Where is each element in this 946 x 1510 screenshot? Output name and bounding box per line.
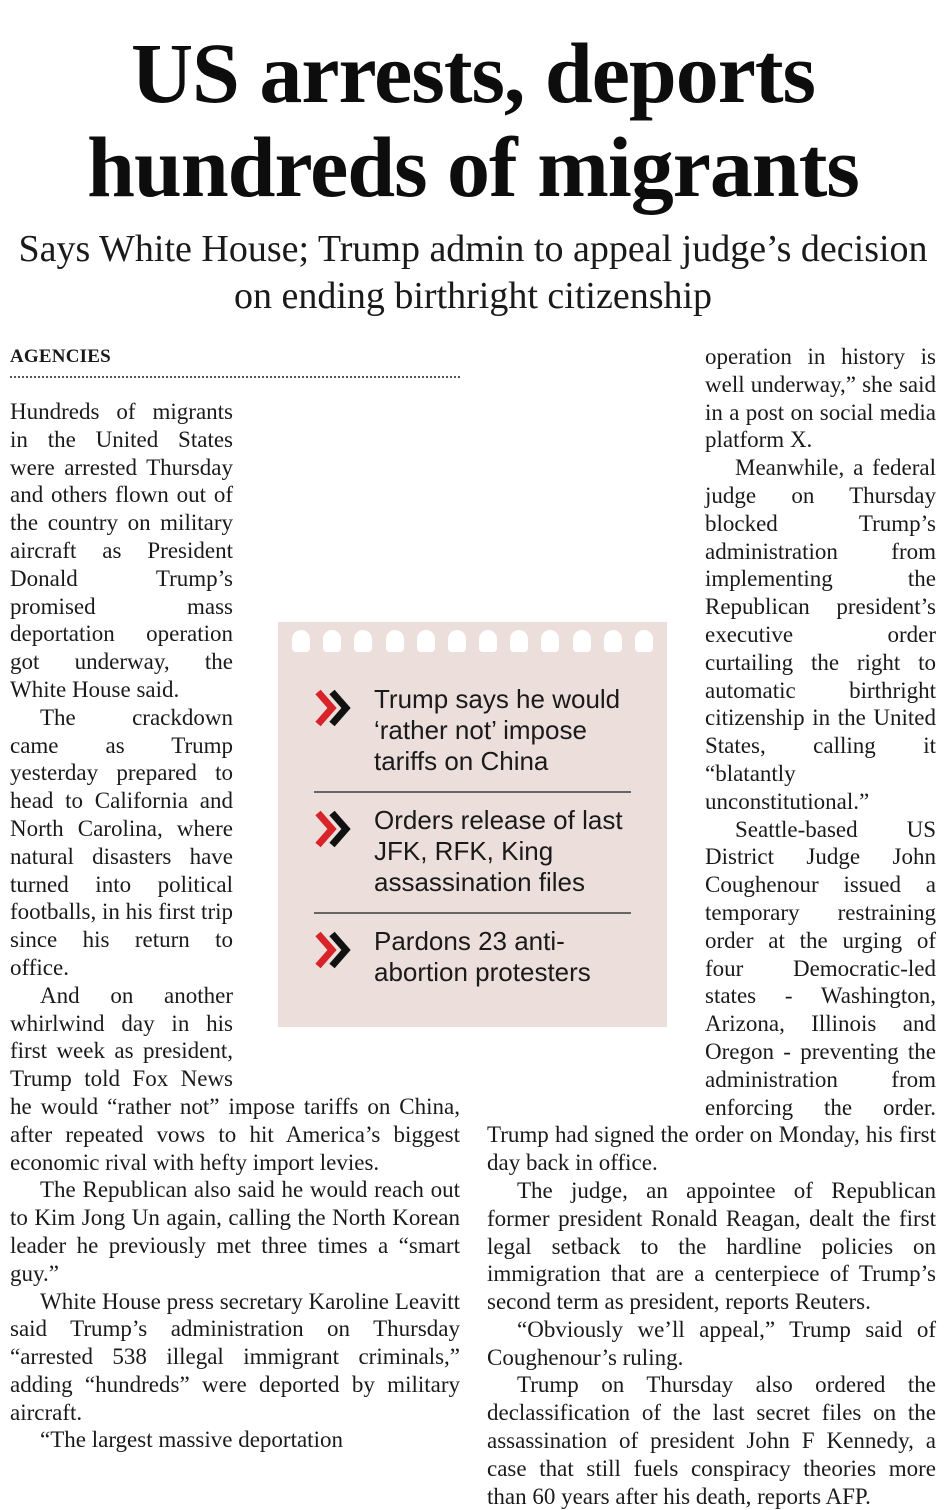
notepad-hole bbox=[448, 630, 466, 652]
paragraph: Meanwhile, a federal judge on Thursday blocked Trump’s administration from implementing the Republican president’s executive order curtailing the right to automatic birthright citizenship in the United States, calling it “blatantly unconstitutional.” bbox=[705, 455, 936, 814]
notepad-hole bbox=[354, 630, 372, 652]
headline: US arrests, deports hundreds of migrants bbox=[87, 25, 859, 215]
highlight-text: Pardons 23 anti-abortion protesters bbox=[374, 926, 591, 987]
notepad-hole bbox=[386, 630, 404, 652]
highlight-item bbox=[314, 914, 631, 1002]
notepad-hole bbox=[510, 630, 528, 652]
highlight-text: Trump says he would ‘rather not’ impose tariffs on China bbox=[374, 684, 621, 776]
deck-subheadline: Says White House; Trump admin to appeal judge’s decision on ending birthright citizenship bbox=[18, 228, 928, 317]
highlights-box bbox=[278, 622, 667, 1027]
notepad-hole bbox=[479, 630, 497, 652]
notepad-hole bbox=[635, 630, 653, 652]
paragraph: The judge, an appointee of Republican former president Ronald Reagan, dealt the first legal setback to the hardline policies on immigration that are a centerpiece of Trump’s second term as president, reports Reuters. bbox=[487, 1177, 936, 1315]
paragraph: The Republican also said he would reach out to Kim Jong Un again, calling the North Korean leader he previously met three times a “smart guy.” bbox=[10, 1177, 460, 1286]
paragraph: Seattle-based US District Judge John Coughenour issued a temporary restraining order at the urging of four Democratic-led states - Washington, Arizona, Illinois and Oregon - preventing the administration from enforcing the order. Trump had signed the order on Monday, his first day back in office. bbox=[487, 816, 936, 1176]
paragraph: “Obviously we’ll appeal,” Trump said of Coughenour’s ruling. bbox=[487, 1316, 936, 1370]
paragraph: “The largest massive deportation bbox=[40, 1427, 343, 1453]
highlight-text: Orders release of last JFK, RFK, King assassination files bbox=[374, 805, 623, 897]
paragraph: operation in history is well underway,” she said in a post on social media platform X. bbox=[705, 344, 936, 453]
double-chevron-right-icon bbox=[314, 684, 374, 733]
paragraph: White House press secretary Karoline Leavitt said Trump’s administration on Thursday “arrested 538 illegal immigrant criminals,” adding “hundreds” were deported by military aircraft. bbox=[10, 1288, 460, 1425]
notepad-hole bbox=[573, 630, 591, 652]
paragraph: And on another whirlwind day in his first week as president, Trump told Fox News he would “rather not” impose tariffs on China, after repeated vows to hit America’s biggest economic rival with hefty import levies. bbox=[10, 982, 460, 1175]
highlight-item bbox=[314, 793, 631, 914]
notepad-holes bbox=[292, 630, 653, 652]
notepad-hole bbox=[541, 630, 559, 652]
notepad-hole bbox=[604, 630, 622, 652]
double-chevron-right-icon bbox=[314, 805, 374, 854]
notepad-hole bbox=[323, 630, 341, 652]
paragraph: Trump on Thursday also ordered the declassification of the last secret files on the assassination of president John F Kennedy, a case that still fuels conspiracy theories more than 60 years after his death, reports AFP. bbox=[487, 1372, 936, 1509]
byline: AGENCIES bbox=[10, 346, 460, 378]
double-chevron-right-icon bbox=[314, 926, 374, 975]
paragraph: The crackdown came as Trump yesterday prepared to head to California and North Carolina, where natural disasters have turned into political footballs, in his first trip since his return to office. bbox=[10, 704, 233, 980]
notepad-hole bbox=[417, 630, 435, 652]
notepad-hole bbox=[292, 630, 310, 652]
paragraph: Hundreds of migrants in the United States were arrested Thursday and others flown out of the country on military aircraft as President Donald Trump’s promised mass deportation operation got underway, the White House said. bbox=[10, 399, 233, 702]
highlight-item bbox=[314, 672, 631, 793]
